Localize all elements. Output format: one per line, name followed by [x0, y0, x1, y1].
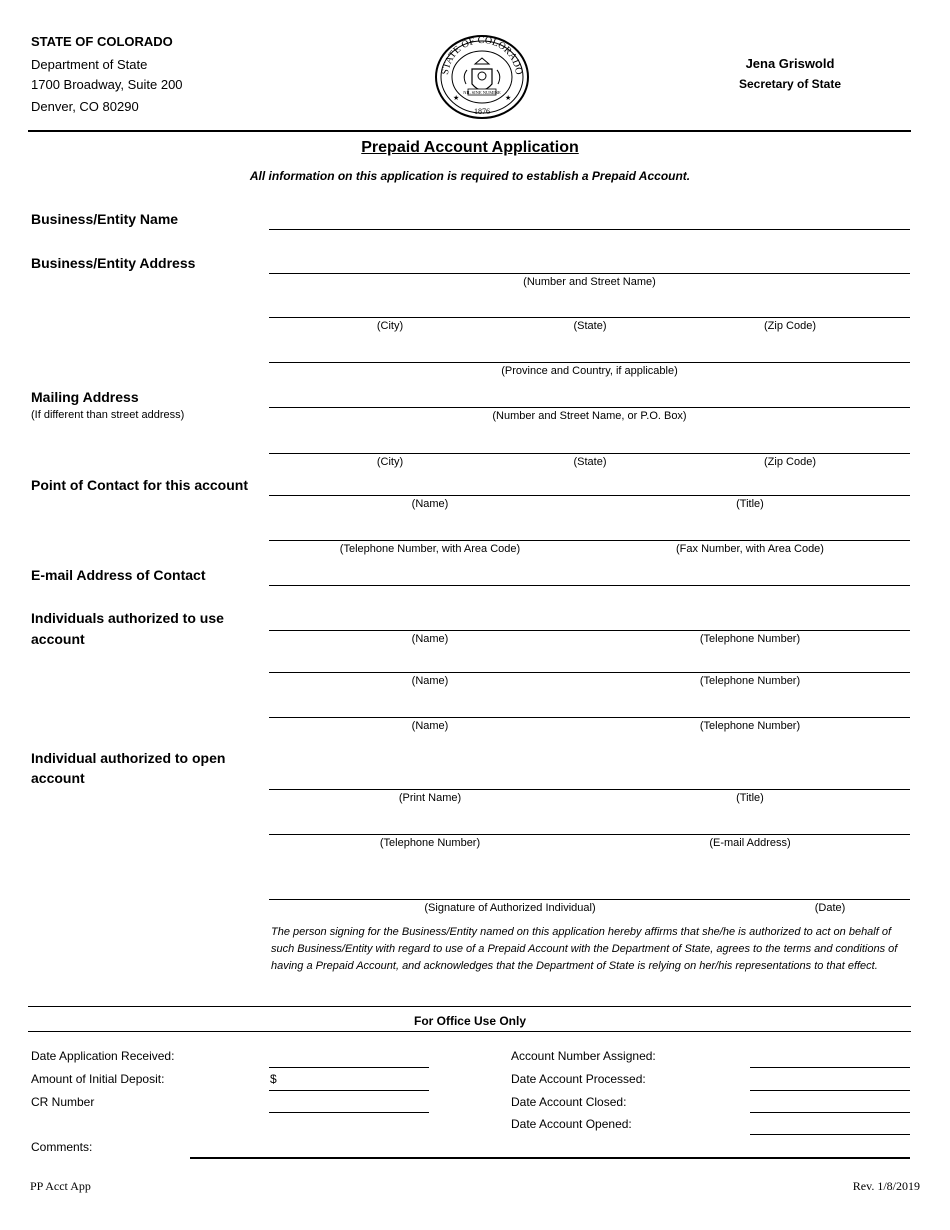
mailing-city-caption: (City) — [376, 456, 404, 468]
signature-date-field[interactable] — [750, 870, 910, 898]
entity-province-caption: (Province and Country, if applicable) — [501, 365, 678, 377]
opener-name-line — [269, 789, 910, 790]
office-top-divider — [28, 1006, 911, 1007]
authorized-user-1-phone-caption: (Telephone Number) — [699, 633, 801, 645]
contact-phone-field[interactable] — [269, 518, 589, 540]
mailing-city-line — [269, 453, 910, 454]
contact-fax-field[interactable] — [590, 518, 910, 540]
authorized-user-3-phone-caption: (Telephone Number) — [699, 720, 801, 732]
date-received-label: Date Application Received: — [31, 1049, 175, 1063]
department-name: Department of State — [31, 57, 148, 72]
seal-year: 1876 — [474, 107, 490, 116]
opener-email-field[interactable] — [590, 812, 910, 834]
authorized-user-1-name-field[interactable] — [269, 608, 589, 630]
office-bottom-divider — [28, 1031, 911, 1032]
date-received-field[interactable] — [269, 1046, 429, 1068]
contact-name-line — [269, 495, 910, 496]
account-number-label: Account Number Assigned: — [511, 1049, 656, 1063]
initial-deposit-line — [269, 1090, 429, 1091]
contact-email-line — [269, 585, 910, 586]
opener-phone-field[interactable] — [269, 812, 589, 834]
footer-revision: Rev. 1/8/2019 — [852, 1179, 920, 1193]
authorized-user-3-name-caption: (Name) — [411, 720, 449, 732]
page-title: Prepaid Account Application — [361, 139, 579, 156]
contact-name-field[interactable] — [269, 473, 589, 495]
mailing-address-note: (If different than street address) — [31, 409, 185, 421]
opener-print-name-field[interactable] — [269, 767, 589, 789]
entity-state-caption: (State) — [573, 320, 607, 332]
seal-top-text: STATE OF COLORADO — [440, 34, 525, 76]
date-closed-line — [750, 1112, 910, 1113]
affirmation-text: The person signing for the Business/Entity named on this application hereby affirms that she/he is authorized to act on behalf of such Business/Entity with regard to use of a Prepaid Account with the Department of State, agrees to the terms and conditions of having a Prepaid Account, and acknowledges that the Department of State is relying on her/his representations to that effect. — [271, 926, 898, 972]
signature-date-caption: (Date) — [814, 902, 846, 914]
comments-line — [190, 1157, 910, 1159]
official-title: Secretary of State — [738, 77, 842, 91]
opener-email-caption: (E-mail Address) — [709, 837, 791, 849]
contact-phone-line — [269, 540, 910, 541]
entity-name-line — [269, 229, 910, 230]
authorized-user-2-phone-field[interactable] — [590, 650, 910, 672]
entity-street-field[interactable] — [269, 251, 910, 273]
authorized-user-1-name-caption: (Name) — [411, 633, 449, 645]
authorized-user-3-name-field[interactable] — [269, 695, 589, 717]
cr-number-line — [269, 1112, 429, 1113]
cr-number-field[interactable] — [269, 1092, 429, 1114]
entity-city-line — [269, 317, 910, 318]
authorized-user-2-phone-caption: (Telephone Number) — [699, 675, 801, 687]
authorized-open-label-2: account — [31, 770, 85, 786]
date-opened-field[interactable] — [750, 1114, 910, 1136]
account-number-line — [750, 1067, 910, 1068]
opener-print-name-caption: (Print Name) — [398, 792, 462, 804]
authorized-user-3-line — [269, 717, 910, 718]
authorized-use-label: Individuals authorized to use — [31, 610, 224, 626]
entity-street-line — [269, 273, 910, 274]
date-opened-label: Date Account Opened: — [511, 1117, 632, 1131]
seal-motto: NIL SINE NUMINE — [463, 90, 501, 95]
contact-title-caption: (Title) — [736, 498, 764, 510]
authorized-user-1-line — [269, 630, 910, 631]
contact-fax-caption: (Fax Number, with Area Code) — [676, 543, 824, 555]
dollar-sign: $ — [270, 1072, 277, 1086]
mailing-street-line — [269, 407, 910, 408]
page-subtitle: All information on this application is required to establish a Prepaid Account. — [249, 169, 691, 183]
mailing-street-field[interactable] — [269, 385, 910, 407]
address-line-1: 1700 Broadway, Suite 200 — [31, 77, 183, 92]
entity-name-label: Business/Entity Name — [31, 211, 179, 227]
cr-number-label: CR Number — [31, 1095, 95, 1109]
contact-title-field[interactable] — [590, 473, 910, 495]
entity-city-caption: (City) — [376, 320, 404, 332]
authorized-use-label-2: account — [31, 631, 85, 647]
authorized-user-2-name-caption: (Name) — [411, 675, 449, 687]
comments-label: Comments: — [31, 1140, 93, 1154]
header-divider — [28, 130, 911, 132]
entity-province-field[interactable] — [269, 340, 910, 362]
entity-zip-caption: (Zip Code) — [764, 320, 816, 332]
initial-deposit-label: Amount of Initial Deposit: — [31, 1072, 165, 1086]
opener-phone-line — [269, 834, 910, 835]
date-processed-line — [750, 1090, 910, 1091]
email-label: E-mail Address of Contact — [31, 567, 206, 583]
account-number-field[interactable] — [750, 1046, 910, 1068]
entity-address-label: Business/Entity Address — [31, 255, 196, 271]
mailing-street-caption: (Number and Street Name, or P.O. Box) — [492, 410, 687, 422]
authorized-user-2-line — [269, 672, 910, 673]
mailing-state-caption: (State) — [573, 456, 607, 468]
contact-email-field[interactable] — [269, 563, 910, 585]
contact-name-caption: (Name) — [411, 498, 449, 510]
opener-title-field[interactable] — [590, 767, 910, 789]
authorized-user-1-phone-field[interactable] — [590, 608, 910, 630]
date-processed-field[interactable] — [750, 1069, 910, 1091]
date-processed-label: Date Account Processed: — [511, 1072, 646, 1086]
colorado-state-seal — [434, 34, 530, 120]
authorized-user-3-phone-field[interactable] — [590, 695, 910, 717]
entity-city-state-zip-field[interactable] — [269, 295, 910, 317]
signature-caption: (Signature of Authorized Individual) — [424, 902, 596, 914]
footer-form-id: PP Acct App — [30, 1179, 91, 1193]
svg-text:★: ★ — [505, 95, 512, 102]
contact-phone-caption: (Telephone Number, with Area Code) — [339, 543, 521, 555]
date-closed-label: Date Account Closed: — [511, 1095, 627, 1109]
signature-field[interactable] — [269, 870, 749, 898]
authorized-user-2-name-field[interactable] — [269, 650, 589, 672]
opener-phone-caption: (Telephone Number) — [379, 837, 481, 849]
address-line-2: Denver, CO 80290 — [31, 99, 139, 114]
comments-field[interactable] — [190, 1135, 910, 1157]
office-use-heading: For Office Use Only — [413, 1014, 527, 1028]
entity-name-field[interactable] — [269, 207, 910, 229]
signature-line — [269, 899, 910, 900]
opener-title-caption: (Title) — [736, 792, 764, 804]
mailing-zip-caption: (Zip Code) — [764, 456, 816, 468]
mailing-address-label: Mailing Address — [31, 389, 139, 405]
contact-label: Point of Contact for this account — [31, 477, 248, 493]
mailing-city-state-zip-field[interactable] — [269, 431, 910, 453]
initial-deposit-field[interactable] — [280, 1069, 429, 1091]
authorized-open-label: Individual authorized to open — [31, 750, 226, 766]
official-name: Jena Griswold — [745, 56, 835, 71]
state-heading: STATE OF COLORADO — [31, 34, 173, 49]
svg-text:★: ★ — [453, 95, 460, 102]
date-closed-field[interactable] — [750, 1092, 910, 1114]
entity-province-line — [269, 362, 910, 363]
date-received-line — [269, 1067, 429, 1068]
entity-street-caption: (Number and Street Name) — [523, 276, 656, 288]
